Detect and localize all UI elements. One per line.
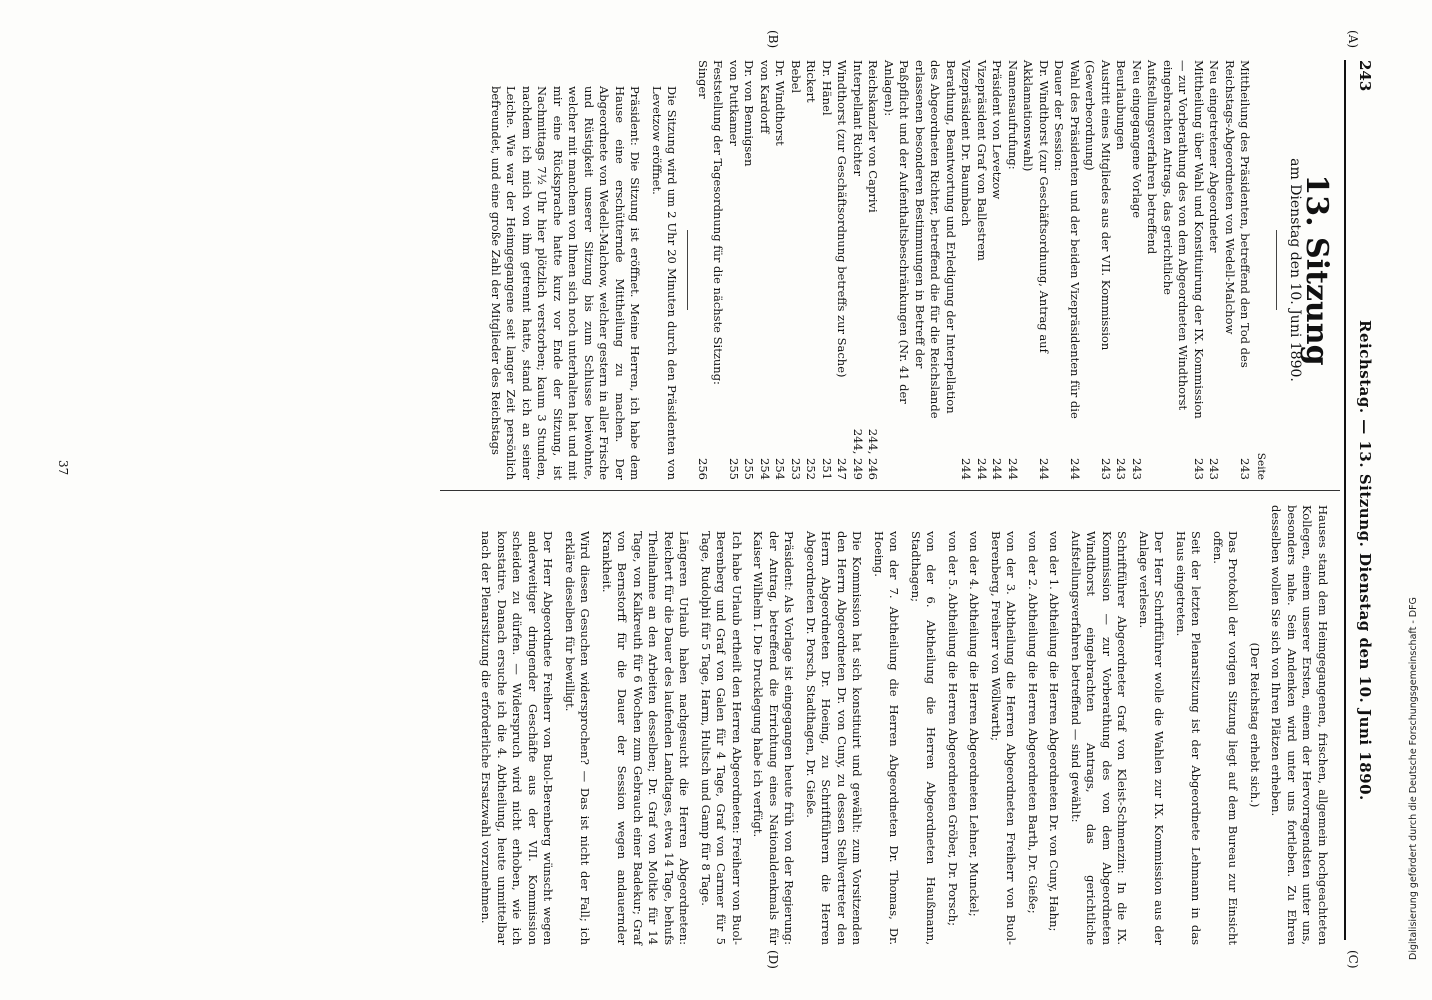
toc-entry	[989, 60, 1005, 480]
paragraph: Die Kommission hat sich konstituirt und gewählt: zum Vorsitzenden den Herrn Abgeordneten Dr. von Cuny, zu dessen Stellvertreter den Herrn Abgeordneten Dr. Hoeing, zu Schriftführern die Herren Abgeordneten Dr. Porsch, Stadthagen, Dr. Gieße.	[804, 531, 865, 945]
toc-entry-page: 251	[820, 458, 834, 480]
toc-entry-text: Dr. von Bennigsen	[742, 60, 757, 167]
toc-entry-text: Reichskanzler von Caprivi	[866, 60, 881, 213]
digitization-credit: Digitalisierung gefördert durch die Deutsche Forschungsgemeinschaft - DFG	[1408, 597, 1419, 960]
paragraph: von der 2. Abtheilung die Herren Abgeordneten Barth, Dr. Gieße;	[1026, 531, 1040, 914]
toc-entry	[803, 60, 819, 480]
toc-entry	[710, 60, 726, 480]
paragraph: Hauses stand dem Heimgegangenen, frischen, allgemein hochgeachteten Kollegen, einem unserer Ersten, einem der Hervorragendsten unter uns, besonders nahe. Sein Andenken wird unter uns fortleben. Zu Ehren desselben wollen Sie sich von Ihren Plätzen erheben.	[1269, 505, 1330, 945]
toc-entry	[1129, 60, 1145, 480]
toc-entry	[788, 60, 804, 480]
toc-entry-text: Singer	[696, 60, 710, 99]
toc-entry	[881, 60, 959, 480]
toc-entry-page: 244	[1006, 458, 1020, 480]
toc-entry	[757, 60, 773, 480]
toc-entry	[1005, 60, 1021, 480]
toc-entry	[1082, 60, 1113, 480]
toc-entry	[772, 60, 788, 480]
president-speech: Präsident: Die Sitzung ist eröffnet. Meine Herren, ich habe dem Hause eine erschütternde Mittheilung zu machen. Der Abgeordnete von Wedell-Malchow, welcher gestern in aller Frische und Rüstigkeit unserer Sitzung bis zum Schlusse beiwohnte, welcher mit manchem von Ihnen sich noch unterhalten hat und mit mir eine Rücksprache hatte kurz vor Ende der Sitzung, ist Nachmittags 7½ Uhr hier plötzlich verstorben; kaum 3 Stunden, nachdem ich mich von ihm getrennt hatte, stand ich an seiner Leiche. Wie war der Heimgegangene seit langer Zeit persönlich befreundet, und eine große Zahl der Mitglieder des Reichstags	[489, 86, 643, 480]
toc-entry-page: 243	[1192, 458, 1206, 480]
margin-mark-c: (C)	[1346, 950, 1360, 969]
header-title: Reichstag. — 13. Sitzung. Dienstag den 10. Juni 1890.	[1356, 320, 1374, 801]
toc-entry-text: Interpellant Richter	[851, 60, 865, 177]
title-separator	[1276, 230, 1277, 310]
session-title: 13. Sitzung	[1299, 174, 1334, 366]
toc-entry-page: 244, 246	[866, 428, 881, 480]
toc-entry-text: Berathung, Beantwortung und Erledigung der Interpellation des Abgeordneten Richter, betreffend die für die Reichslande erlassenen besonderen Bestimmungen in Betreff der Paßpflicht und der Aufenthaltsbeschränkungen (Nr. 41 der Anlagen):	[882, 60, 958, 419]
toc-entry-page: 255	[742, 458, 757, 480]
toc-entry-text: Vizepräsident Dr. Baumbach	[959, 60, 974, 227]
table-of-contents	[695, 60, 1253, 480]
toc-entry	[974, 60, 990, 480]
paragraph: Das Protokoll der vorigen Sitzung liegt auf dem Bureau zur Einsicht offen.	[1211, 531, 1241, 945]
toc-entry-page: 256	[696, 458, 710, 480]
toc-entry-page: 252	[804, 458, 819, 480]
paragraph: Schriftführer Abgeordneter Graf von Kleist-Schmenzin: In die IX. Kommission — zur Vorberathung des von dem Abgeordneten Windthorst eingebrachten Antrags, das gerichtliche Aufstellungsverfahren betreffend — sind gewählt:	[1069, 531, 1130, 945]
toc-entry-text: Präsident von Levetzow	[990, 60, 1005, 200]
toc-entry-page: 247	[835, 458, 850, 480]
toc-entry-page: 254	[758, 458, 772, 480]
paragraph: (Der Reichstag erhebt sich.)	[1248, 642, 1262, 808]
toc-entry-page: 243	[1114, 458, 1129, 480]
toc-entry	[865, 60, 881, 480]
toc-entry	[1020, 60, 1051, 480]
toc-entry	[1113, 60, 1129, 480]
toc-entry-page	[710, 420, 726, 480]
toc-entry-page: 244	[1037, 458, 1051, 480]
toc-entry-page: 254	[773, 458, 788, 480]
toc-entry	[834, 60, 850, 480]
paragraph: Präsident: Als Vorlage ist eingegangen heute früh von der Regierung: der Antrag, betreffend die Errichtung eines Nationaldenkmals für Kaiser Wilhelm I. Die Drucklegung habe ich verfügt.	[751, 531, 797, 945]
paragraph: Der Herr Schriftführer wolle die Wahlen zur IX. Kommission aus der Anlage verlesen.	[1137, 531, 1167, 945]
toc-entry	[958, 60, 974, 480]
toc-entry	[850, 60, 866, 480]
paragraph: Längeren Urlaub haben nachgesucht die Herren Abgeordneten: Reichert für die Dauer des laufenden Landtages, etwa 14 Tage, behufs Theilnahme an den Arbeiten desselben; Dr. Graf von Moltke für 14 Tage, von Kalkreuth für 6 Wochen zum Gebrauch einer Badekur; Graf von Bernstorff für die Dauer der Session wegen andauernder Krankheit.	[600, 531, 692, 945]
toc-entry	[819, 60, 835, 480]
toc-entry	[726, 60, 742, 480]
toc-entry-text: von Kardorff	[758, 60, 772, 134]
paragraph: Wird diesen Gesuchen widersprochen? — Das ist nicht der Fall; ich erkläre dieselben für bewilligt.	[563, 531, 593, 945]
toc-entry	[1222, 60, 1253, 480]
toc-entry-text: Mittheilung des Präsidenten, betreffend den Tod des Reichstags-Abgeordneten von Wedell-Malchow	[1223, 60, 1253, 368]
paragraph: Der Herr Abgeordnete Freiherr von Buol-Berenberg wünscht wegen anderweitiger dringender Geschäfte aus der VII. Kommission scheiden zu dürfen. — Widerspruch wird nicht erhoben, wie ich konstatire. Danach ersuche ich die 4. Abtheilung, heute unmittelbar nach der Plenarsitzung die erforderliche Ersatzwahl vorzunehmen.	[479, 531, 556, 945]
paragraph: von der 4. Abtheilung die Herren Abgeordneten Lehner, Munckel;	[967, 531, 982, 917]
footer-page-number: 37	[56, 460, 70, 476]
margin-mark-d: (D)	[766, 950, 780, 969]
toc-entry-page	[881, 420, 959, 480]
toc-separator	[688, 230, 689, 310]
paragraph: von der 7. Abtheilung die Herren Abgeordneten Dr. Thomas, Dr. Hoeing.	[872, 531, 902, 945]
toc-entry-text: Austritt eines Mitgliedes aus der VII. Kommission (Gewerbeordnung)	[1083, 60, 1113, 351]
header-page-number: 243	[1356, 60, 1374, 92]
toc-entry	[1206, 60, 1222, 480]
paragraph: Ich habe Urlaub ertheilt den Herren Abgeordneten: Freiherr von Buol-Berenberg und Graf von Galen für 4 Tage, Graf von Carmer für 5 Tage, Rudolphi für 5 Tage, Harm, Hultsch und Gamp für 8 Tage.	[699, 531, 744, 945]
toc-entry-text: Neu eingetretener Abgeordneter	[1207, 60, 1222, 253]
toc-entry-page: 243	[1130, 458, 1144, 480]
toc-entry-text: Neu eingegangene Vorlage	[1130, 60, 1144, 219]
left-column	[482, 60, 1334, 480]
toc-entry-text: Bebel	[789, 60, 803, 94]
toc-entry-text: Beurlaubungen	[1114, 60, 1129, 150]
paragraph: von der 1. Abtheilung die Herren Abgeordneten Dr. von Cuny, Hahn;	[1047, 531, 1062, 932]
toc-entry-text: Feststellung der Tagesordnung für die nächste Sitzung:	[711, 60, 726, 385]
toc-entry-page: 244, 249	[851, 428, 865, 480]
paragraph: Seit der letzten Plenarsitzung ist der Abgeordnete Lehmann in das Haus eingetreten.	[1174, 531, 1204, 945]
toc-entry-page: 253	[789, 458, 803, 480]
paragraph: von der 6. Abtheilung die Herren Abgeordneten Haußmann, Stadthagen;	[909, 531, 939, 945]
toc-entry-page: 255	[727, 458, 741, 480]
toc-entry	[741, 60, 757, 480]
toc-entry	[1051, 60, 1082, 480]
toc-entry	[1144, 60, 1206, 480]
toc-entry	[695, 60, 711, 480]
toc-head: Seite	[1255, 452, 1267, 480]
toc-entry-page: 243	[1238, 458, 1253, 480]
toc-entry-page: 244	[1068, 458, 1082, 480]
toc-entry-text: Vizepräsident Graf von Ballestrem	[975, 60, 989, 261]
toc-entry-text: Namensaufrufung:	[1006, 60, 1020, 170]
toc-entry-page: 244	[959, 458, 974, 480]
toc-entry-text: Dr. Hänel	[820, 60, 834, 116]
toc-entry-page: 244	[975, 458, 989, 480]
session-date: am Dienstag den 10. Juni 1890.	[1287, 158, 1304, 382]
right-column	[472, 505, 1330, 945]
toc-entry-page: 244	[990, 458, 1005, 480]
toc-entry-text: Dr. Windthorst (zur Geschäftsordnung, Antrag auf Akklamationswahl)	[1021, 60, 1051, 353]
toc-entry-text: Windthorst (zur Geschäftsordnung betreffs zur Sache)	[835, 60, 850, 378]
running-header	[1344, 60, 1380, 940]
paragraph: von der 5. Abtheilung die Herren Abgeordneten Gröber, Dr. Porsch;	[946, 531, 960, 927]
toc-entry-text: Rickert	[804, 60, 819, 103]
margin-mark-b: (B)	[766, 30, 780, 49]
toc-entry-text: Dr. Windthorst	[773, 60, 788, 146]
toc-entry-text: Mittheilung über Wahl und Konstituirung der IX. Kommission — zur Vorberathung des von dem Abgeordneten Windthorst eingebrachten Antrags, das gerichtliche Aufstellungsverfahren betreffend	[1145, 60, 1206, 419]
paragraph: von der 3. Abtheilung die Herren Abgeordneten Freiherr von Buol-Berenberg, Freiherr von Wöllwarth;	[989, 531, 1019, 945]
column-rule	[440, 490, 1340, 491]
toc-entry-text: Wahl des Präsidenten und der beiden Vizepräsidenten für die Dauer der Session:	[1052, 60, 1082, 419]
toc-entry-page: 243	[1099, 458, 1113, 480]
margin-mark-a: (A)	[1346, 30, 1360, 49]
toc-entry-page: 243	[1207, 458, 1222, 480]
toc-entry-text: von Puttkamer	[727, 60, 741, 146]
opening-statement: Die Sitzung wird um 2 Uhr 20 Minuten durch den Präsidenten von Levetzow eröffnet.	[650, 86, 680, 480]
